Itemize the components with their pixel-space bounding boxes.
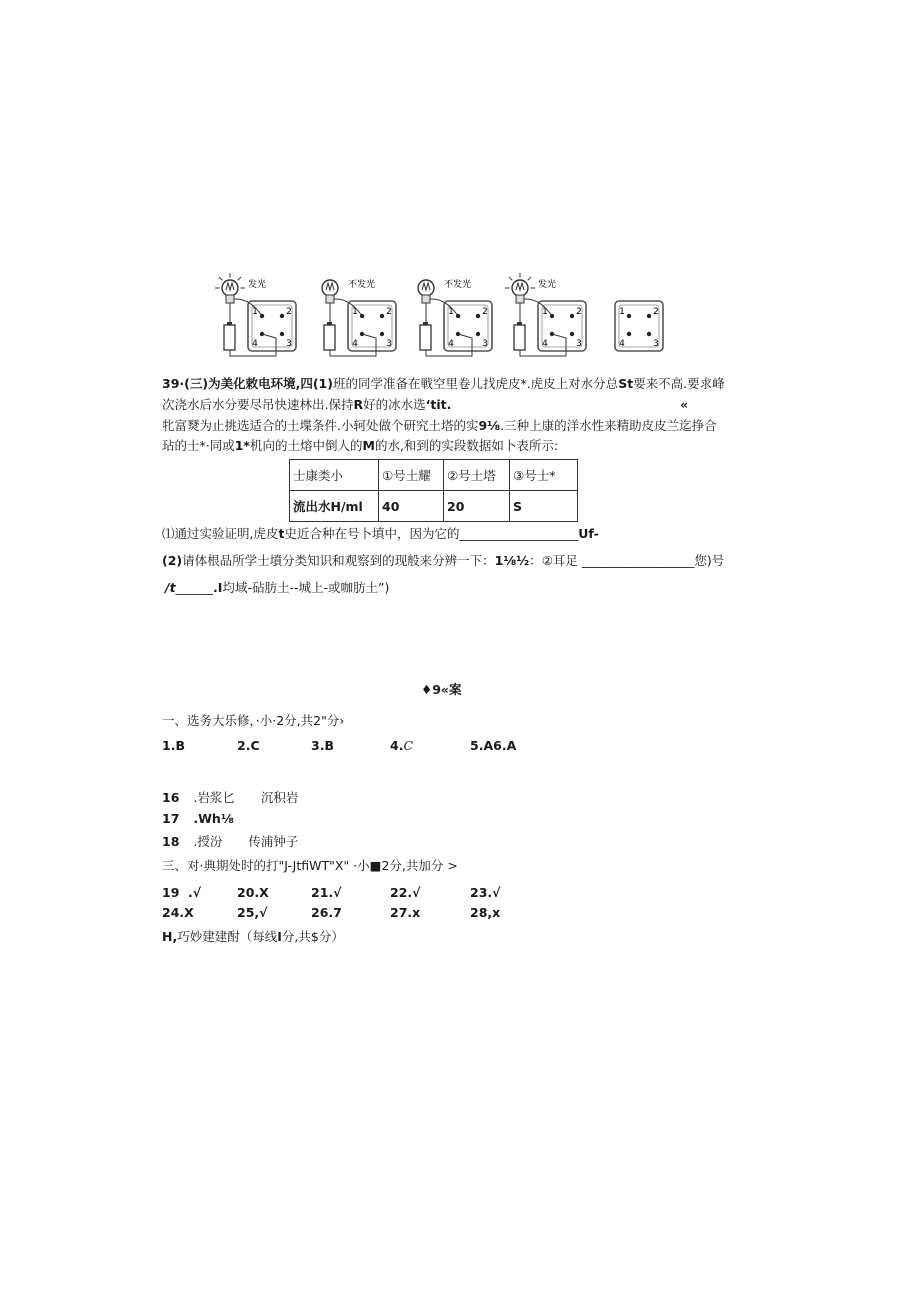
section-1-heading: 一、选务大乐修，·小·2分,共2"分› <box>162 713 345 728</box>
battery-terminal <box>327 322 332 325</box>
answer-item: 21.√ <box>311 885 342 900</box>
port-number: 1 <box>619 307 625 317</box>
bulb-icon <box>512 280 528 296</box>
port-number: 2 <box>576 307 582 317</box>
light-ray <box>219 277 222 280</box>
table-cell: ①号土耀 <box>379 460 444 491</box>
port-dot <box>380 314 384 318</box>
port-dot <box>627 314 631 318</box>
table-cell: S <box>510 491 578 522</box>
bulb-status-label: 发光 <box>248 280 267 290</box>
answer-item: 4.C <box>390 738 414 753</box>
battery-terminal <box>423 322 428 325</box>
port-dot <box>647 332 651 336</box>
fill-answer-17: 17 .Wh⅛ <box>162 811 234 826</box>
bulb-base-icon <box>422 295 430 303</box>
port-dot <box>476 314 480 318</box>
light-ray <box>528 277 531 280</box>
q39-line-2: 次浇水后水分要尽吊快速林出.保持R好的冰水选‘tit. <box>162 397 452 412</box>
port-number: 1 <box>252 307 258 317</box>
port-number: 2 <box>286 307 292 317</box>
answer-item: 1.B <box>162 738 185 753</box>
circuit-figure <box>210 268 670 366</box>
bulb-icon <box>222 280 238 296</box>
port-dot <box>647 314 651 318</box>
answer-item: 27.x <box>390 905 421 920</box>
q39-line-4: 玷的士*·同或1*机向的土熔中倒人的M的水,和到的实段数据如卜表所示: <box>162 438 559 453</box>
battery-icon <box>324 325 335 350</box>
battery-terminal <box>517 322 522 325</box>
bulb-base-icon <box>226 295 234 303</box>
port-number: 4 <box>252 339 258 349</box>
answer-item: 19 <box>162 885 180 900</box>
answer-item: 23.√ <box>470 885 501 900</box>
answer-item: 26.7 <box>311 905 342 920</box>
table-cell: 20 <box>444 491 510 522</box>
port-number: 2 <box>386 307 392 317</box>
port-number: 3 <box>386 339 392 349</box>
port-number: 2 <box>482 307 488 317</box>
q39-sub-3: /t______.I均域-砧肪土--城上-或咖肪土”) <box>165 580 390 595</box>
port-number: 2 <box>653 307 659 317</box>
answer-blank: __________________ <box>581 553 695 568</box>
table-cell: 40 <box>379 491 444 522</box>
circuit-panel <box>322 278 396 356</box>
port-number: 1 <box>352 307 358 317</box>
port-number: 3 <box>576 339 582 349</box>
bulb-status-label: 发光 <box>538 280 557 290</box>
table-cell: ②号土塔 <box>444 460 510 491</box>
table-row <box>290 491 578 522</box>
answer-item: 28,x <box>470 905 501 920</box>
port-number: 4 <box>619 339 625 349</box>
battery-icon <box>514 325 525 350</box>
light-ray <box>238 277 241 280</box>
port-dot <box>627 332 631 336</box>
fill-answer-16: 16 .岩浆匕 沉积岩 <box>162 790 299 805</box>
port-number: 3 <box>286 339 292 349</box>
q39-line-2-mark: « <box>680 397 689 412</box>
bulb-icon <box>418 280 434 296</box>
port-dot <box>280 314 284 318</box>
q39-sub-2: (2)请体根品所学士墳分类知识和观察到的现般来分辨一下：1⅛½：②耳足 __________________您)号 <box>162 553 725 568</box>
table-cell: ③号士* <box>510 460 578 491</box>
answer-item: 3.B <box>311 738 334 753</box>
port-dot <box>570 332 574 336</box>
bulb-status-label: 不发光 <box>444 280 472 290</box>
section-3-heading: 三、对·典期处时的打"J-JtfiWT"X" ·小■2分,共加分 > <box>162 858 458 873</box>
circuit-panel <box>215 273 296 356</box>
answer-blank: ___________________ <box>459 526 579 541</box>
table-row <box>290 460 578 491</box>
circuit-panel <box>615 301 663 351</box>
bulb-icon <box>322 280 338 296</box>
port-dot <box>280 332 284 336</box>
battery-icon <box>420 325 431 350</box>
answer-blank: ______ <box>175 580 214 595</box>
port-number: 4 <box>448 339 454 349</box>
answer-key-title: ♦9«案 <box>421 682 462 697</box>
circuit-panel <box>505 273 586 356</box>
soil-data-table <box>289 459 578 522</box>
battery-icon <box>224 325 235 350</box>
answer-item: 22.√ <box>390 885 421 900</box>
answer-item: 2.C <box>237 738 260 753</box>
circuit-panel <box>418 278 492 356</box>
section-4-heading: H,巧妙建建酎（每线I分,共$分） <box>162 929 344 944</box>
table-cell: 士康类小 <box>290 460 379 491</box>
q39-line-3: 牝富燹为止挑选适合的土堞条件.小轲处做个研究土塔的实9⅛.三种上康的洋水性来精助皮皮兰迄挣合 <box>162 418 717 433</box>
answer-item: 20.X <box>237 885 269 900</box>
battery-terminal <box>227 322 232 325</box>
q39-sub-1: ⑴通过实验证明,虎皮t史近合种在号卜填中，因为它的___________________Uf- <box>162 526 599 541</box>
bulb-status-label: 不发光 <box>348 280 376 290</box>
port-number: 4 <box>352 339 358 349</box>
answer-item: 5.A6.A <box>470 738 517 753</box>
port-number: 1 <box>448 307 454 317</box>
light-ray <box>509 277 512 280</box>
fill-answer-18: 18 .授汾 传浦钟子 <box>162 834 299 849</box>
port-number: 1 <box>542 307 548 317</box>
answer-item: 24.X <box>162 905 194 920</box>
answer-item: .√ <box>188 885 202 900</box>
table-cell: 流出水H/ml <box>290 491 379 522</box>
bulb-base-icon <box>516 295 524 303</box>
q39-line-1: 39·(三)为美化敕电环境,四(1)班的同学准备在戦空里卷儿找虎皮*.虎皮上对水分总St要来不高.要求峰 <box>162 376 725 391</box>
port-dot <box>380 332 384 336</box>
port-number: 4 <box>542 339 548 349</box>
q39-number: 39·(三)为美化敕电环境,四 <box>162 376 313 391</box>
answer-item: 25,√ <box>237 905 268 920</box>
bulb-base-icon <box>326 295 334 303</box>
port-number: 3 <box>482 339 488 349</box>
port-dot <box>476 332 480 336</box>
port-number: 3 <box>653 339 659 349</box>
port-dot <box>570 314 574 318</box>
